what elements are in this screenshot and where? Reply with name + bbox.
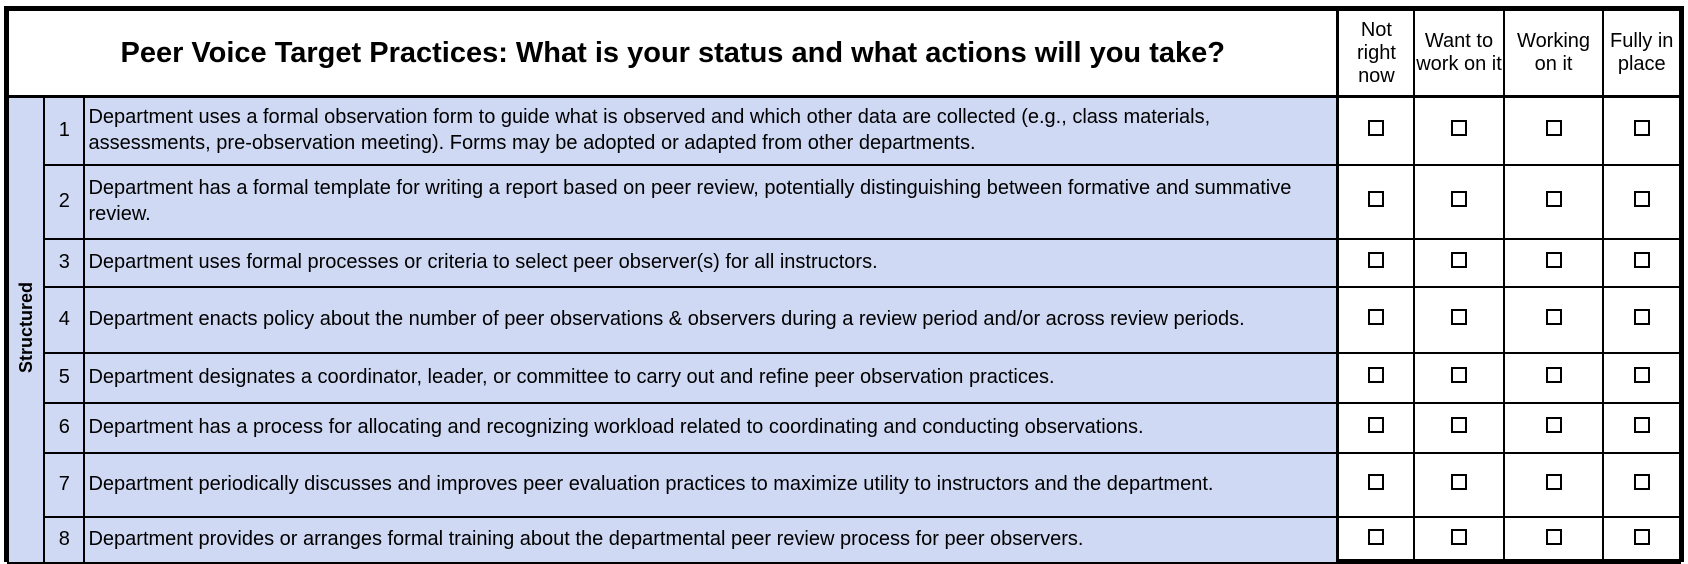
check-cell: [1603, 353, 1680, 403]
checkbox-not-right-now[interactable]: [1368, 120, 1384, 136]
checkbox-want-to-work-on-it[interactable]: [1451, 120, 1467, 136]
practices-table: [7, 9, 1681, 564]
checkbox-want-to-work-on-it[interactable]: [1451, 309, 1467, 325]
practice-number: 5: [44, 353, 84, 403]
practice-number: 2: [44, 165, 84, 239]
check-cell: [1414, 353, 1503, 403]
check-cell: [1603, 453, 1680, 517]
checkbox-want-to-work-on-it[interactable]: [1451, 367, 1467, 383]
checkbox-fully-in-place[interactable]: [1634, 367, 1650, 383]
check-cell: [1338, 97, 1414, 165]
checkbox-not-right-now[interactable]: [1368, 191, 1384, 207]
check-cell: [1504, 239, 1604, 287]
checkbox-working-on-it[interactable]: [1546, 120, 1562, 136]
table-row: [8, 239, 1680, 287]
practice-number: 3: [44, 239, 84, 287]
checkbox-want-to-work-on-it[interactable]: [1451, 529, 1467, 545]
practice-text: Department provides or arranges formal training about the departmental peer review process for peer observers.: [84, 517, 1337, 563]
check-cell: [1338, 239, 1414, 287]
check-cell: [1414, 517, 1503, 563]
checkbox-fully-in-place[interactable]: [1634, 309, 1650, 325]
check-cell: [1603, 287, 1680, 353]
practice-number: 6: [44, 403, 84, 453]
check-cell: [1414, 165, 1503, 239]
checkbox-working-on-it[interactable]: [1546, 529, 1562, 545]
practice-text: Department designates a coordinator, leader, or committee to carry out and refine peer observation practices.: [84, 353, 1337, 403]
table-row: [8, 403, 1680, 453]
check-cell: [1338, 453, 1414, 517]
check-cell: [1504, 403, 1604, 453]
practice-number: 4: [44, 287, 84, 353]
checkbox-not-right-now[interactable]: [1368, 252, 1384, 268]
checkbox-fully-in-place[interactable]: [1634, 120, 1650, 136]
check-cell: [1603, 403, 1680, 453]
practice-number: 1: [44, 97, 84, 165]
checkbox-fully-in-place[interactable]: [1634, 252, 1650, 268]
table-row: [8, 97, 1680, 165]
practice-text: Department periodically discusses and improves peer evaluation practices to maximize utility to instructors and the department.: [84, 453, 1337, 517]
check-cell: [1414, 453, 1503, 517]
check-cell: [1504, 517, 1604, 563]
column-header-not-right-now: Not right now: [1338, 10, 1414, 97]
check-cell: [1603, 97, 1680, 165]
practice-text: Department uses formal processes or criteria to select peer observer(s) for all instructors.: [84, 239, 1337, 287]
check-cell: [1504, 165, 1604, 239]
checkbox-want-to-work-on-it[interactable]: [1451, 252, 1467, 268]
section-label: Structured: [15, 281, 36, 373]
check-cell: [1338, 403, 1414, 453]
check-cell: [1338, 165, 1414, 239]
check-cell: [1603, 239, 1680, 287]
check-cell: [1338, 517, 1414, 563]
practice-text: Department enacts policy about the number of peer observations & observers during a review period and/or across review periods.: [84, 287, 1337, 353]
check-cell: [1338, 353, 1414, 403]
column-header-want-to-work-on-it: Want to work on it: [1414, 10, 1503, 97]
check-cell: [1504, 453, 1604, 517]
check-cell: [1603, 165, 1680, 239]
checkbox-not-right-now[interactable]: [1368, 529, 1384, 545]
checkbox-working-on-it[interactable]: [1546, 474, 1562, 490]
column-header-fully-in-place: Fully in place: [1603, 10, 1680, 97]
check-cell: [1414, 239, 1503, 287]
checkbox-want-to-work-on-it[interactable]: [1451, 191, 1467, 207]
check-cell: [1603, 517, 1680, 563]
practices-worksheet: [4, 6, 1684, 562]
practice-rows: [8, 97, 1680, 563]
table-row: [8, 287, 1680, 353]
practice-text: Department has a process for allocating and recognizing workload related to coordinating and conducting observations.: [84, 403, 1337, 453]
checkbox-working-on-it[interactable]: [1546, 417, 1562, 433]
checkbox-not-right-now[interactable]: [1368, 474, 1384, 490]
checkbox-not-right-now[interactable]: [1368, 417, 1384, 433]
table-row: [8, 453, 1680, 517]
checkbox-not-right-now[interactable]: [1368, 309, 1384, 325]
checkbox-want-to-work-on-it[interactable]: [1451, 474, 1467, 490]
header-row: [8, 10, 1680, 97]
checkbox-fully-in-place[interactable]: [1634, 529, 1650, 545]
table-row: [8, 165, 1680, 239]
checkbox-working-on-it[interactable]: [1546, 191, 1562, 207]
table-row: [8, 517, 1680, 563]
check-cell: [1414, 97, 1503, 165]
check-cell: [1504, 287, 1604, 353]
practice-text: Department uses a formal observation form to guide what is observed and which other data are collected (e.g., class materials, assessments, pre-observation meeting). Forms may be adopted or adapted from other departments.: [84, 97, 1337, 165]
check-cell: [1504, 97, 1604, 165]
section-cell: [8, 97, 44, 563]
check-cell: [1414, 403, 1503, 453]
column-header-working-on-it: Working on it: [1504, 10, 1604, 97]
check-cell: [1414, 287, 1503, 353]
worksheet-title: Peer Voice Target Practices: What is your status and what actions will you take?: [8, 10, 1338, 97]
practice-number: 8: [44, 517, 84, 563]
practice-text: Department has a formal template for writing a report based on peer review, potentially distinguishing between formative and summative review.: [84, 165, 1337, 239]
check-cell: [1504, 353, 1604, 403]
checkbox-working-on-it[interactable]: [1546, 309, 1562, 325]
checkbox-working-on-it[interactable]: [1546, 367, 1562, 383]
checkbox-fully-in-place[interactable]: [1634, 474, 1650, 490]
checkbox-fully-in-place[interactable]: [1634, 191, 1650, 207]
check-cell: [1338, 287, 1414, 353]
checkbox-not-right-now[interactable]: [1368, 367, 1384, 383]
practice-number: 7: [44, 453, 84, 517]
checkbox-want-to-work-on-it[interactable]: [1451, 417, 1467, 433]
checkbox-working-on-it[interactable]: [1546, 252, 1562, 268]
checkbox-fully-in-place[interactable]: [1634, 417, 1650, 433]
table-row: [8, 353, 1680, 403]
